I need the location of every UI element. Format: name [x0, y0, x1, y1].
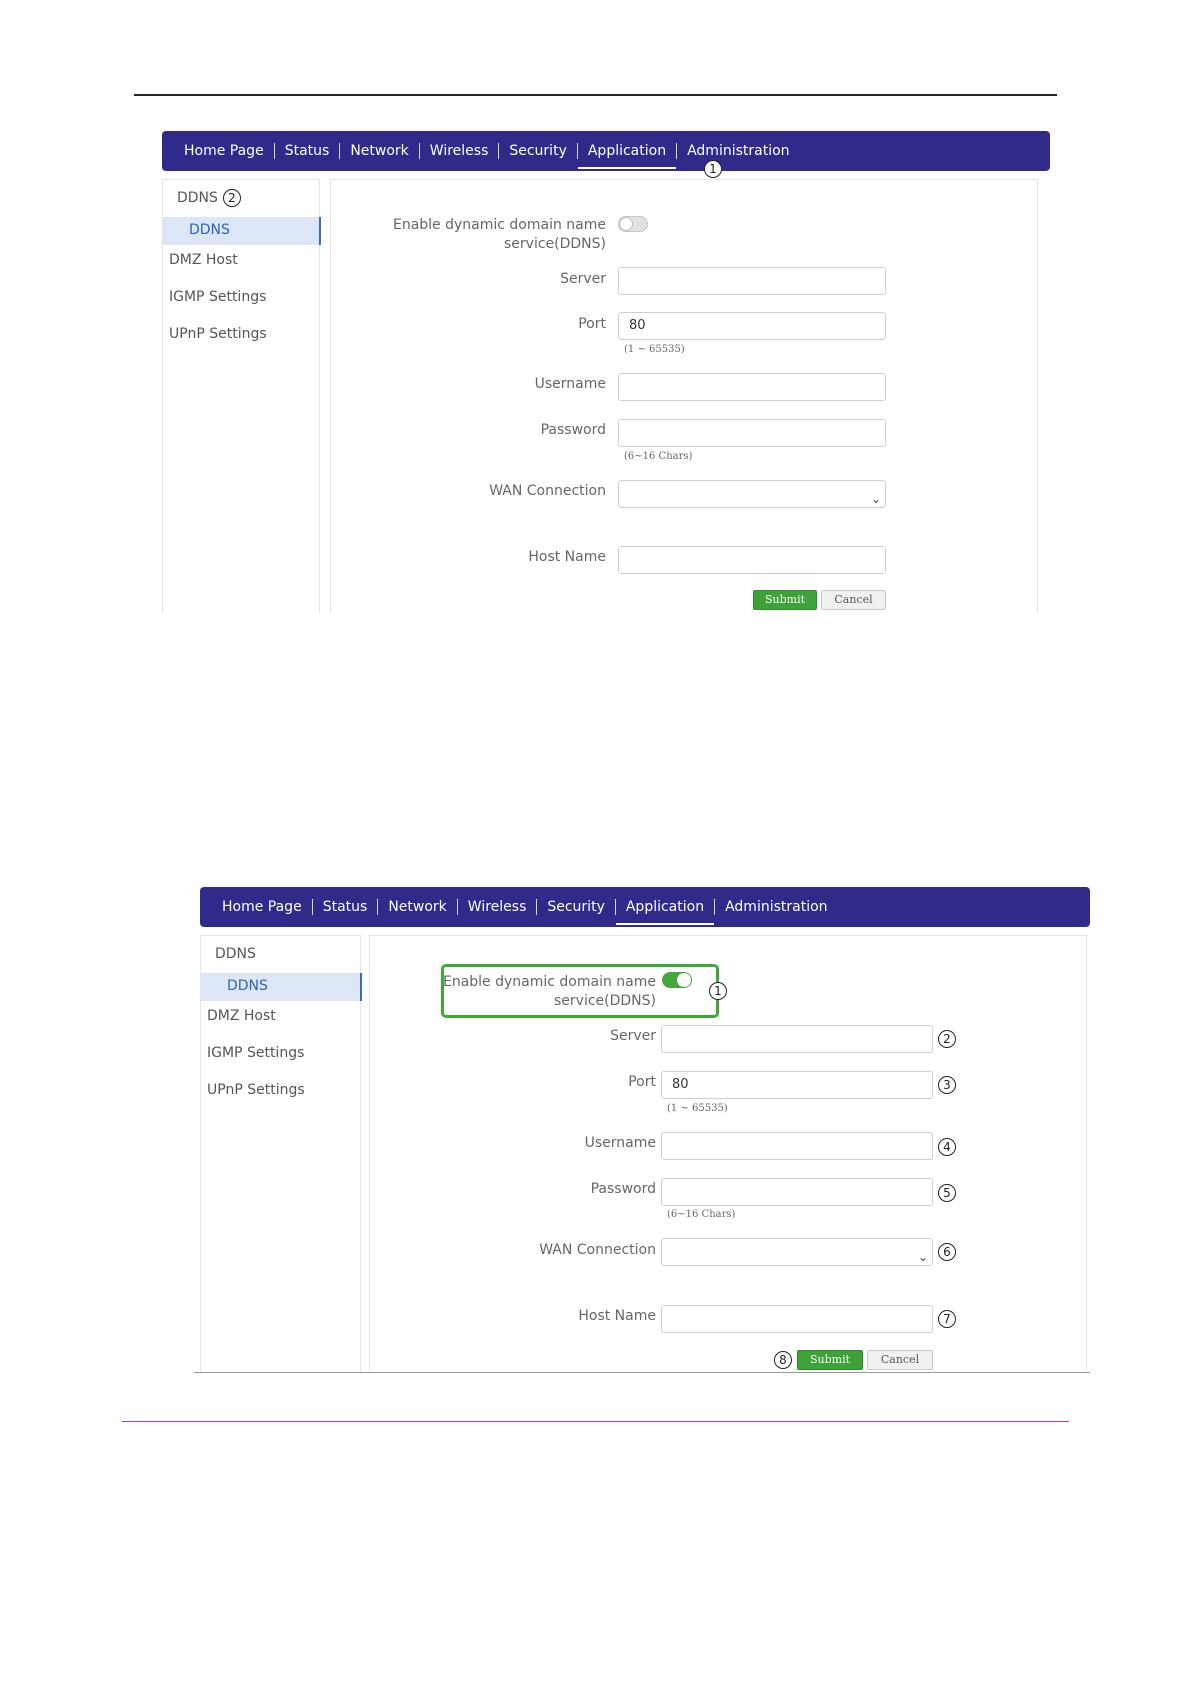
sidebar-item-upnp-settings[interactable]: UPnP Settings [207, 1082, 305, 1098]
username-label: Username [534, 376, 606, 392]
server-label: Server [560, 271, 606, 287]
nav-home-page[interactable]: Home Page [222, 899, 302, 915]
nav-application[interactable]: Application [616, 899, 714, 915]
sidebar-item-igmp-settings[interactable]: IGMP Settings [169, 289, 267, 305]
port-label: Port [628, 1074, 656, 1090]
callout-5: 5 [938, 1184, 956, 1202]
username-input[interactable] [661, 1132, 933, 1160]
port-hint: (1 ~ 65535) [667, 1103, 728, 1114]
callout-4: 4 [938, 1138, 956, 1156]
nav-application[interactable]: Application [578, 143, 676, 159]
server-label: Server [610, 1028, 656, 1044]
submit-button[interactable]: Submit [753, 590, 817, 610]
nav-administration[interactable]: Administration [725, 899, 828, 915]
main-nav [200, 887, 1090, 927]
enable-ddns-label-line1: Enable dynamic domain name [392, 217, 606, 233]
enable-ddns-label-line1: Enable dynamic domain name [442, 974, 656, 990]
nav-administration[interactable]: Administration [687, 143, 790, 159]
port-input[interactable]: 80 [618, 312, 886, 340]
screenshot-1 [162, 131, 1050, 613]
callout-7: 7 [938, 1310, 956, 1328]
nav-network[interactable]: Network [388, 899, 447, 915]
main-nav [162, 131, 1050, 171]
host-name-label: Host Name [528, 549, 606, 565]
content-panel [369, 935, 1087, 1372]
nav-security[interactable]: Security [509, 143, 567, 159]
enable-ddns-toggle[interactable] [618, 216, 648, 232]
password-hint: (6~16 Chars) [667, 1209, 736, 1220]
enable-ddns-label-line2: service(DDNS) [504, 236, 606, 252]
chevron-down-icon: ⌄ [870, 492, 881, 506]
sidebar-item-dmz-host[interactable]: DMZ Host [169, 252, 238, 268]
password-label: Password [540, 422, 606, 438]
nav-status[interactable]: Status [322, 899, 368, 915]
nav-status[interactable]: Status [284, 143, 330, 159]
nav-wireless[interactable]: Wireless [467, 899, 527, 915]
callout-2: 2 [223, 189, 241, 207]
server-input[interactable] [618, 267, 886, 295]
enable-ddns-label [396, 973, 656, 1011]
password-hint: (6~16 Chars) [624, 451, 693, 462]
callout-8: 8 [774, 1351, 792, 1369]
sidebar-item-ddns[interactable] [201, 973, 362, 1001]
cancel-button[interactable]: Cancel [867, 1350, 933, 1370]
sidebar [162, 179, 320, 613]
chevron-down-icon: ⌄ [917, 1250, 928, 1264]
callout-1: 1 [704, 160, 722, 178]
username-input[interactable] [618, 373, 886, 401]
sidebar [200, 935, 361, 1372]
toggle-knob [677, 973, 691, 987]
bottom-border [194, 1372, 1090, 1373]
host-name-input[interactable] [661, 1305, 933, 1333]
enable-ddns-label-line2: service(DDNS) [554, 993, 656, 1009]
password-input[interactable] [661, 1178, 933, 1206]
toggle-knob [619, 217, 633, 231]
sidebar-item-ddns[interactable] [163, 217, 321, 245]
screenshot-2 [200, 887, 1090, 1372]
nav-home-page[interactable]: Home Page [184, 143, 264, 159]
port-hint: (1 ~ 65535) [624, 344, 685, 355]
password-label: Password [590, 1181, 656, 1197]
enable-ddns-label [346, 216, 606, 254]
callout-6: 6 [938, 1243, 956, 1261]
sidebar-item-igmp-settings[interactable]: IGMP Settings [207, 1045, 305, 1061]
wan-connection-label: WAN Connection [489, 483, 606, 499]
server-input[interactable] [661, 1025, 933, 1053]
port-input[interactable]: 80 [661, 1071, 933, 1099]
password-input[interactable] [618, 419, 886, 447]
host-name-input[interactable] [618, 546, 886, 574]
host-name-label: Host Name [578, 1308, 656, 1324]
cancel-button[interactable]: Cancel [821, 590, 886, 610]
submit-button[interactable]: Submit [797, 1350, 863, 1370]
callout-2: 2 [938, 1030, 956, 1048]
port-label: Port [578, 316, 606, 332]
callout-1: 1 [709, 982, 727, 1000]
sidebar-heading-ddns[interactable]: DDNS [177, 190, 218, 206]
wan-connection-label: WAN Connection [539, 1242, 656, 1258]
nav-network[interactable]: Network [350, 143, 409, 159]
top-rule [134, 94, 1057, 96]
sidebar-heading-ddns[interactable]: DDNS [215, 946, 256, 962]
sidebar-item-label: DDNS [227, 978, 268, 994]
sidebar-item-dmz-host[interactable]: DMZ Host [207, 1008, 276, 1024]
callout-3: 3 [938, 1076, 956, 1094]
bottom-rule [122, 1421, 1069, 1422]
username-label: Username [584, 1135, 656, 1151]
wan-connection-select[interactable] [661, 1238, 933, 1266]
sidebar-item-upnp-settings[interactable]: UPnP Settings [169, 326, 267, 342]
wan-connection-select[interactable] [618, 480, 886, 508]
enable-ddns-toggle[interactable] [662, 972, 692, 988]
content-panel [330, 179, 1038, 613]
nav-wireless[interactable]: Wireless [429, 143, 489, 159]
sidebar-item-label: DDNS [189, 222, 230, 238]
nav-security[interactable]: Security [547, 899, 605, 915]
